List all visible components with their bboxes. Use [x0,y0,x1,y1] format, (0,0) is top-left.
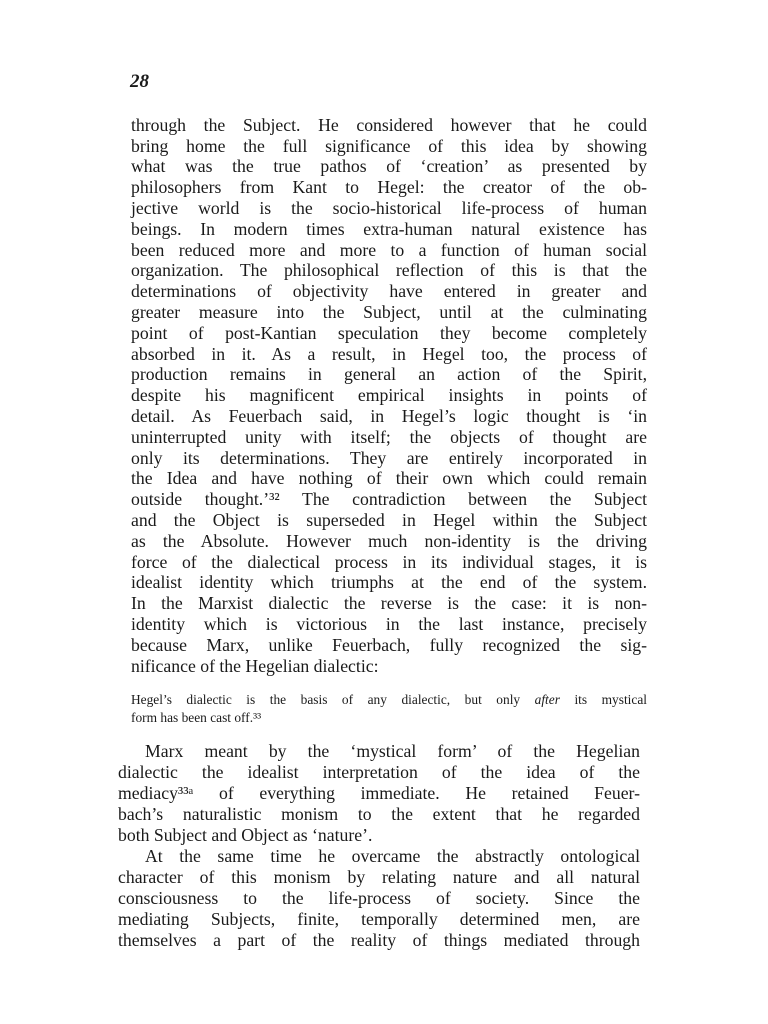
text-line: beings. In modern times extra-human natural existence has [131,219,647,239]
text-line: the Idea and have nothing of their own which could remain [131,468,647,488]
text-line: despite his magnificent empirical insights in points of [131,385,647,405]
text-line: force of the dialectical process in its individual stages, it is [131,552,647,572]
quote-text: its mystical [559,692,648,707]
quote-line: form has been cast off.³³ [131,710,262,725]
quote-emphasis: after [534,692,560,707]
text-line: through the Subject. He considered however that he could [131,115,647,135]
text-line: been reduced more and more to a function of human social [131,240,647,260]
text-line: detail. As Feuerbach said, in Hegel’s logic thought is ‘in [131,406,647,426]
text-line: mediacy³³ᵃ of everything immediate. He retained Feuer- [118,783,640,803]
text-line: bring home the full significance of this idea by showing [131,136,647,156]
text-line: both Subject and Object as ‘nature’. [118,825,373,845]
text-line: consciousness to the life-process of society. Since the [118,888,640,908]
text-line: In the Marxist dialectic the reverse is the case: it is non- [131,593,647,613]
text-line: jective world is the socio-historical life-process of human [131,198,647,218]
text-line: bach’s naturalistic monism to the extent that he regarded [118,804,640,824]
text-line: identity which is victorious in the last instance, precisely [131,614,647,634]
text-line: At the same time he overcame the abstractly ontological [145,846,640,866]
text-line: idealist identity which triumphs at the end of the system. [131,572,647,592]
text-line: themselves a part of the reality of things mediated through [118,930,640,950]
text-line: Marx meant by the ‘mystical form’ of the Hegelian [145,741,640,761]
text-line: organization. The philosophical reflection of this is that the [131,260,647,280]
quote-text: Hegel’s dialectic is the basis of any dialectic, but only [131,692,535,707]
page-number: 28 [130,71,149,92]
text-line: because Marx, unlike Feuerbach, fully recognized the sig- [131,635,647,655]
text-line: greater measure into the Subject, until at the culminating [131,302,647,322]
text-line: what was the true pathos of ‘creation’ as presented by [131,156,647,176]
text-line: as the Absolute. However much non-identity is the driving [131,531,647,551]
text-line: and the Object is superseded in Hegel within the Subject [131,510,647,530]
text-line: production remains in general an action of the Spirit, [131,364,647,384]
text-line: character of this monism by relating nature and all natural [118,867,640,887]
text-line: point of post-Kantian speculation they become completely [131,323,647,343]
text-line: determinations of objectivity have entered in greater and [131,281,647,301]
text-line: mediating Subjects, finite, temporally determined men, are [118,909,640,929]
text-line: philosophers from Kant to Hegel: the creator of the ob- [131,177,647,197]
text-line: nificance of the Hegelian dialectic: [131,656,379,676]
text-line: dialectic the idealist interpretation of the idea of the [118,762,640,782]
text-line: absorbed in it. As a result, in Hegel too, the process of [131,344,647,364]
quote-line [131,691,647,708]
text-line: uninterrupted unity with itself; the objects of thought are [131,427,647,447]
text-line: outside thought.’³² The contradiction between the Subject [131,489,647,509]
text-line: only its determinations. They are entirely incorporated in [131,448,647,468]
